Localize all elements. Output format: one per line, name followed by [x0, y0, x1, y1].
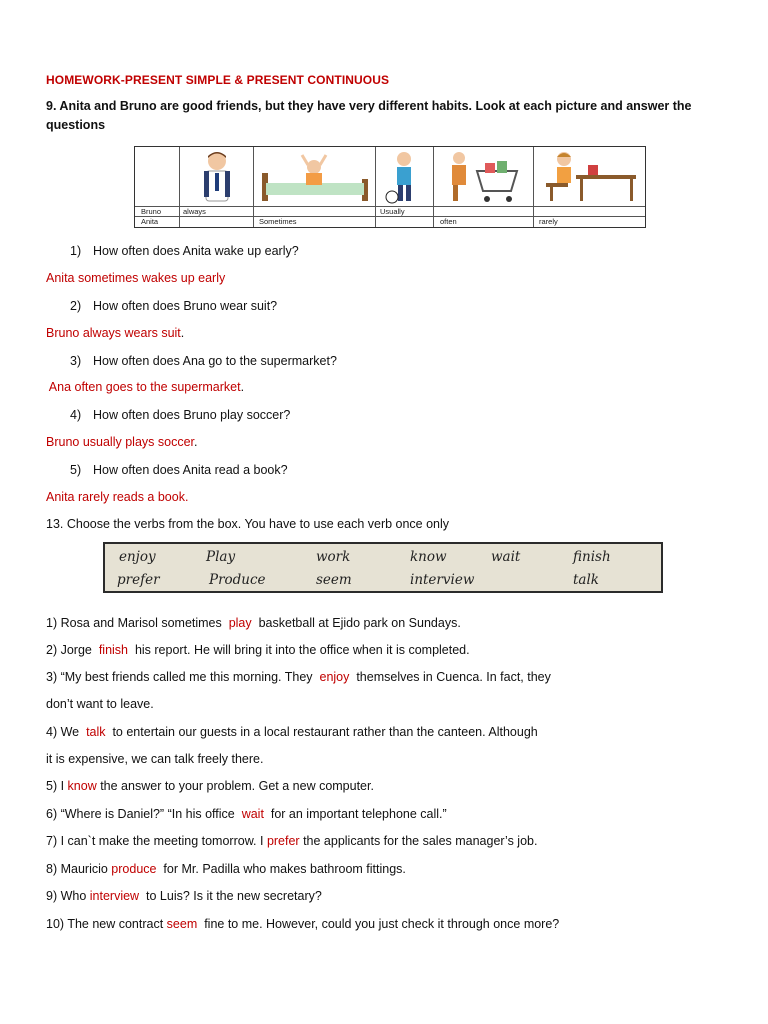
q3-answer: Ana often goes to the supermarket	[46, 380, 241, 394]
q4-answer-line	[46, 435, 197, 449]
q5-answer: Anita rarely reads a book.	[46, 490, 189, 504]
ex13-instruction: 13. Choose the verbs from the box. You have to use each verb once only	[46, 517, 450, 531]
verb-finish: finish	[573, 549, 611, 565]
reading-book-picture	[536, 149, 644, 205]
verb-produce: Produce	[209, 572, 266, 588]
sentence-7-post: the applicants for the sales manager’s job.	[299, 834, 538, 848]
sentence-9-answer: interview	[89, 889, 140, 903]
sentence-6-post: for an important telephone call.”	[263, 807, 447, 821]
sentence-2	[46, 643, 470, 657]
verb-wait: wait	[491, 549, 521, 565]
habits-table	[134, 146, 646, 228]
sentence-5-answer: know	[67, 779, 97, 793]
row-label-bruno: Bruno	[141, 207, 162, 216]
verb-work: work	[316, 549, 351, 565]
verb-enjoy: enjoy	[119, 549, 156, 565]
sentence-3-post: themselves in Cuenca. In fact, they	[349, 670, 551, 684]
sentence-8	[46, 862, 406, 876]
sentence-5-post: the answer to your problem. Get a new computer.	[96, 779, 374, 793]
sentence-6	[46, 807, 447, 821]
sentence-9	[46, 889, 322, 903]
sentence-6-answer: wait	[241, 807, 264, 821]
sentence-10-answer: seem	[166, 917, 198, 931]
q2-number: 2)	[70, 299, 82, 313]
q3-number: 3)	[70, 354, 82, 368]
sentence-3	[46, 670, 551, 684]
sentence-3-cont: don’t want to leave.	[46, 697, 154, 711]
sentence-4-post: to entertain our guests in a local restaurant rather than the canteen. Although	[105, 725, 538, 739]
sentence-2-answer: finish	[98, 643, 128, 657]
sentence-4-answer: talk	[86, 725, 106, 739]
q4-question: How often does Bruno play soccer?	[93, 408, 291, 422]
sentence-1-pre: 1) Rosa and Marisol sometimes	[46, 616, 229, 630]
sentence-8-post: for Mr. Padilla who makes bathroom fittings.	[156, 862, 406, 876]
page-title: HOMEWORK-PRESENT SIMPLE & PRESENT CONTINUOUS	[46, 73, 390, 87]
sentence-4-cont: it is expensive, we can talk freely there.	[46, 752, 264, 766]
verb-box	[103, 542, 663, 593]
sentence-7-answer: prefer	[266, 834, 300, 848]
ex9-instruction-line2: questions	[46, 118, 106, 132]
q3-answer-period: .	[240, 380, 245, 394]
sentence-8-pre: 8) Mauricio	[46, 862, 112, 876]
q3-answer-line	[46, 380, 244, 394]
sentence-10	[46, 917, 559, 931]
verb-seem: seem	[316, 572, 352, 588]
q5-number: 5)	[70, 463, 82, 477]
sentence-7	[46, 834, 537, 848]
q2-question: How often does Bruno wear suit?	[93, 299, 278, 313]
sentence-5-pre: 5) I	[46, 779, 68, 793]
q4-answer-period: .	[194, 435, 198, 449]
q1-question: How often does Anita wake up early?	[93, 244, 299, 258]
sentence-1	[46, 616, 461, 630]
q1-number: 1)	[70, 244, 82, 258]
sentence-5	[46, 779, 374, 793]
q2-answer-period: .	[180, 326, 185, 340]
sentence-8-answer: produce	[111, 862, 157, 876]
shopping-cart-picture	[437, 149, 533, 205]
verb-interview: interview	[410, 572, 475, 588]
sentence-4	[46, 725, 538, 739]
man-in-suit-picture	[182, 149, 252, 205]
row-label-anita: Anita	[141, 217, 159, 226]
sentence-3-answer: enjoy	[319, 670, 350, 684]
verb-talk: talk	[573, 572, 599, 588]
verb-know: know	[410, 549, 447, 565]
sentence-2-post: his report. He will bring it into the office when it is completed.	[128, 643, 470, 657]
q3-question: How often does Ana go to the supermarket?	[93, 354, 337, 368]
boy-soccer-picture	[378, 149, 433, 205]
ex9-instruction-line1: 9. Anita and Bruno are good friends, but they have very different habits. Look at each picture and answer the	[46, 99, 692, 113]
sentence-9-pre: 9) Who	[46, 889, 90, 903]
anita-freq-wake: Sometimes	[259, 217, 297, 226]
q2-answer: Bruno always wears suit	[46, 326, 181, 340]
q5-question: How often does Anita read a book?	[93, 463, 288, 477]
verb-play: Play	[206, 549, 236, 565]
sentence-3-pre: 3) “My best friends called me this morning. They	[46, 670, 320, 684]
q1-answer: Anita sometimes wakes up early	[46, 271, 226, 285]
sentence-1-post: basketball at Ejido park on Sundays.	[251, 616, 461, 630]
anita-freq-supermarket: often	[440, 217, 457, 226]
q4-answer: Bruno usually plays soccer	[46, 435, 194, 449]
bruno-freq-suit: always	[183, 207, 206, 216]
q2-answer-line	[46, 326, 184, 340]
q4-number: 4)	[70, 408, 82, 422]
bruno-freq-soccer: Usually	[380, 207, 405, 216]
verb-prefer: prefer	[117, 572, 160, 588]
sentence-1-answer: play	[228, 616, 252, 630]
anita-freq-read: rarely	[539, 217, 558, 226]
sentence-10-pre: 10) The new contract	[46, 917, 167, 931]
sentence-10-post: fine to me. However, could you just check it through once more?	[197, 917, 560, 931]
sentence-6-pre: 6) “Where is Daniel?” “In his office	[46, 807, 242, 821]
sentence-7-pre: 7) I can`t make the meeting tomorrow. I	[46, 834, 267, 848]
sentence-4-pre: 4) We	[46, 725, 87, 739]
sentence-9-post: to Luis? Is it the new secretary?	[139, 889, 322, 903]
bed-wake-up-picture	[256, 149, 374, 205]
sentence-2-pre: 2) Jorge	[46, 643, 99, 657]
